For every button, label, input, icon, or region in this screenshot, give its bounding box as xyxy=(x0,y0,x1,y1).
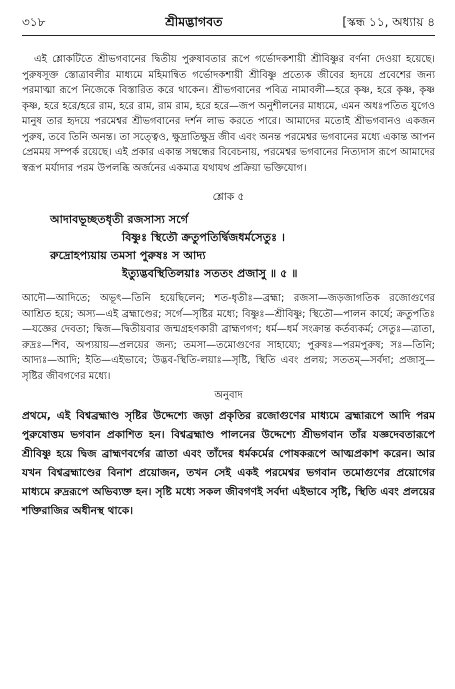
page-number: ৩১৮ xyxy=(22,15,46,29)
verse-line-1: আদাবভূচ্ছতধৃতী রজসাস্য সর্গে xyxy=(50,213,189,226)
verse-line-3: রুদ্রোহপ্যয়ায় তমসা পুরুষঃ স আদ্য xyxy=(50,249,206,262)
book-title: শ্রীমদ্ভাগবত xyxy=(165,14,223,29)
translation-heading: অনুবাদ xyxy=(214,390,243,401)
header-divider xyxy=(22,35,435,36)
verse-block xyxy=(22,211,435,283)
synonyms-paragraph: আদৌ—আদিতে; অভূৎ—তিনি হয়েছিলেন; শত-ধৃতীঃ—ব্রহ্মা; রজসা—জড়জাগতিক রজোগুণের আশ্রিত হয়ে; অস্য—এই ব্রহ্মাণ্ডের; সর্গে—সৃষ্টির মধ্যে; বিষ্ণুঃ—শ্রীবিষ্ণু; স্থিতৌ—পালন কার্যে; ক্রতুপতিঃ—যজ্ঞের দেবতা; দ্বিজ—দ্বিতীয়বার জন্মগ্রহণকারী ব্রাহ্মণগণ; ধর্ম—ধর্ম সংক্রান্ত কর্তব্যকর্ম; সেতুঃ—ত্রাতা, রুদ্রঃ—শিব, অপ্যয়ায়—প্রলয়ের জন্য; তমসা—তমোগুণের সাহায্যে; পুরুষঃ—পরমপুরুষ; সঃ—তিনি; আদ্যঃ—আদি; ইতি—এইভাবে; উদ্ভব-স্থিতি-লয়াঃ—সৃষ্টি, স্থিতি এবং প্রলয়; সততম্—সর্বদা; প্রজাসু—সৃষ্টির জীবগণের মধ্যে। xyxy=(22,293,435,382)
section-reference: [স্কন্ধ ১১, অধ্যায় ৪ xyxy=(342,15,435,29)
page-header xyxy=(22,14,435,35)
verse-line-4: ইত্যুদ্ভবস্থিতিলয়াঃ সততং প্রজাসু ॥ ৫ ॥ xyxy=(122,267,298,280)
verse-line-2: বিষ্ণুঃ স্থিতৌ ক্রতুপতির্দ্বিজধর্মসেতুঃ । xyxy=(122,231,286,244)
verse-heading: শ্লোক ৫ xyxy=(212,191,245,203)
purport-paragraph: এই শ্লোকটিতে শ্রীভগবানের দ্বিতীয় পুরুষাবতার রূপে গর্ভোদকশায়ী শ্রীবিষ্ণুর বর্ণনা দেওয়া হয়েছে। পুরুষসূক্ত স্তোত্রাবলীর মাধ্যমে মহিমান্বিত গর্ভোদকশায়ী শ্রীবিষ্ণু প্রত্যেক জীবের হৃদয়ে প্রবেশের জন্য পরমাত্মা রূপে নিজেকে বিস্তারিত করে থাকেন। শ্রীভগবানের পবিত্র নামাবলী—হরে কৃষ্ণ, হরে কৃষ্ণ, কৃষ্ণ কৃষ্ণ, হরে হরে/হরে রাম, হরে রাম, রাম রাম, হরে হরে—জপ অনুশীলনের মাধ্যমে, এমন অধঃপতিত যুগেও মানুষ তার হৃদয়ে পরমেশ্বর শ্রীভগবানের দর্শন লাভ করতে পারে। আমাদের মতোই শ্রীভগবানও একজন পুরুষ, তবে তিনি অনন্ত। তা সত্ত্বেও, ক্ষুদ্রাতিক্ষুদ্র জীব এবং অনন্ত পরমেশ্বর ভগবানের মধ্যে একান্ত আপন প্রেমময় সম্পর্ক রয়েছে। এই প্রকার একান্ত সম্বন্ধের বিবেচনায়, পরমেশ্বর ভগবানের নিত্যদাস রূপে আমাদের স্বরূপ মর্যাদার পরম উপলব্ধি অর্জনের একমাত্র যথাযথ প্রক্রিয়া ভক্তিযোগ। xyxy=(22,54,435,174)
translation-paragraph: প্রথমে, এই বিশ্বব্রহ্মাণ্ড সৃষ্টির উদ্দেশ্যে জড়া প্রকৃতির রজোগুণের মাধ্যমে ব্রহ্মারূপে আদি পরম পুরুষোত্তম ভগবান প্রকাশিত হন। বিশ্বব্রহ্মাণ্ড পালনের উদ্দেশ্যে শ্রীভগবান তাঁর যজ্ঞদেবতারূপে শ্রীবিষ্ণু হয়ে দ্বিজ ব্রাহ্মণবর্গের ত্রাতা এবং তাঁদের ধর্মকর্মের পোষকরূপে আত্মপ্রকাশ করেন। আর যখন বিশ্বব্রহ্মাণ্ডের বিনাশ প্রয়োজন, তখন সেই একই পরমেশ্বর ভগবান তমোগুণের প্রয়োগের মাধ্যমে রুদ্ররূপে অভিব্যক্ত হন। সৃষ্টি মধ্যে সকল জীবগণই সর্বদা এইভাবে সৃষ্টি, স্থিতি এবং প্রলয়ের শক্তিরাজির অধীনস্থ থাকে। xyxy=(22,410,435,517)
